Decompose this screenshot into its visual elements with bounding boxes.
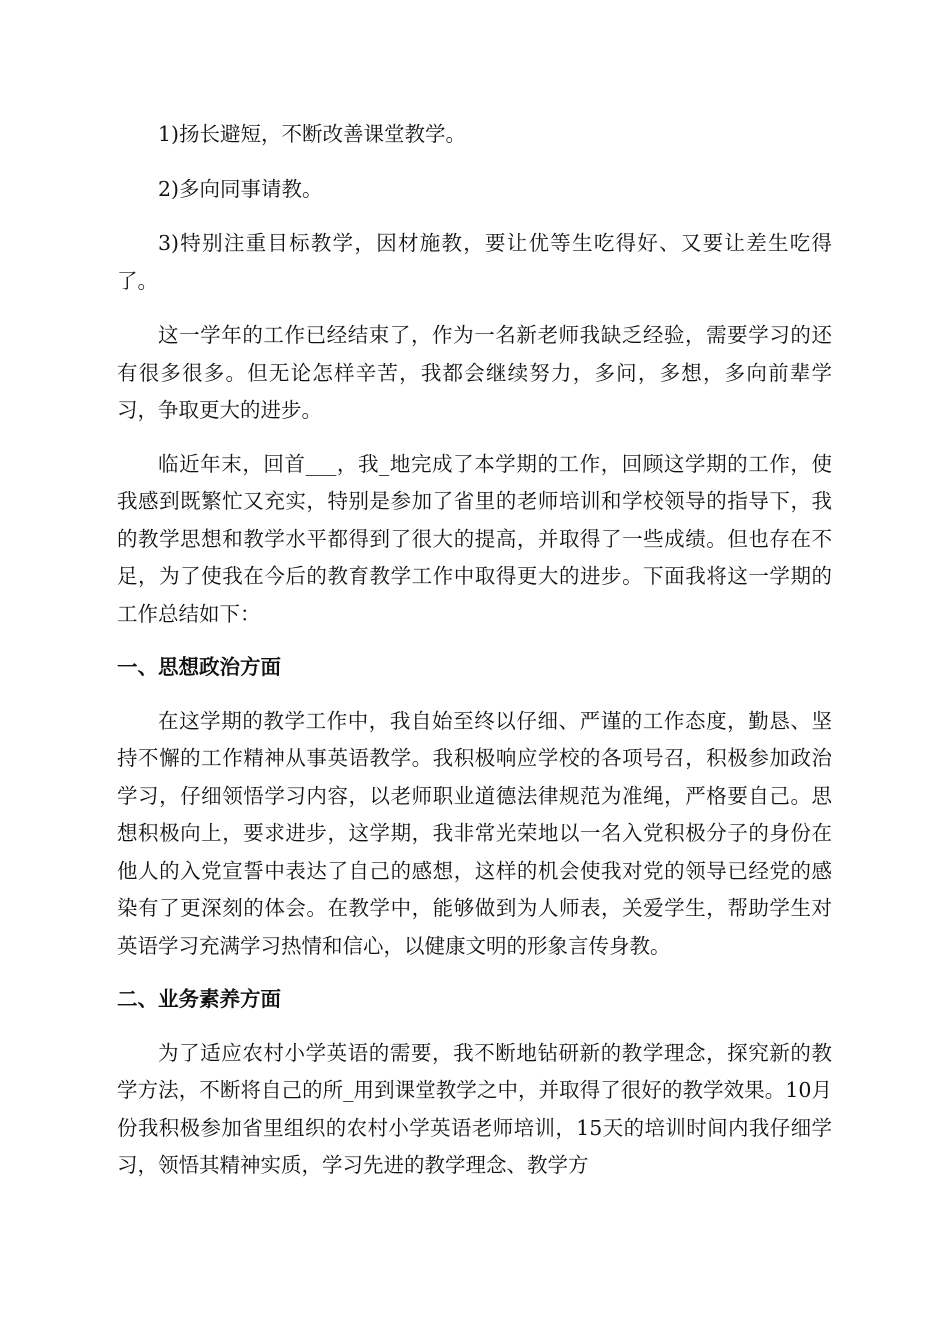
- section-heading-political: 一、思想政治方面: [117, 655, 281, 679]
- document-body: [117, 116, 832, 1201]
- list-item-3: 3)特别注重目标教学，因材施教，要让优等生吃得好、又要让差生吃得了。: [117, 231, 832, 293]
- list-item-2: 2)多向同事请教。: [158, 176, 323, 201]
- section-heading-professional: 二、业务素养方面: [117, 987, 281, 1011]
- section-body-political: 在这学期的教学工作中，我自始至终以仔细、严谨的工作态度，勤恳、坚持不懈的工作精神从事英语教学。我积极响应学校的各项号召，积极参加政治学习，仔细领悟学习内容，以老师职业道德法律规范为准绳，严格要自己。思想积极向上，要求进步，这学期，我非常光荣地以一名入党积极分子的身份在他人的入党宣誓中表达了自己的感想，这样的机会使我对党的领导已经党的感染有了更深刻的体会。在教学中，能够做到为人师表，关爱学生，帮助学生对英语学习充满学习热情和信心，以健康文明的形象言传身教。: [117, 708, 832, 958]
- list-item-1: 1)扬长避短，不断改善课堂教学。: [158, 122, 467, 146]
- paragraph-summary-year: 这一学年的工作已经结束了，作为一名新老师我缺乏经验，需要学习的还有很多很多。但无论怎样辛苦，我都会继续努力，多问，多想，多向前辈学习，争取更大的进步。: [117, 323, 832, 422]
- paragraph-semester-intro: 临近年末，回首___，我_地完成了本学期的工作，回顾这学期的工作，使我感到既繁忙又充实，特别是参加了省里的老师培训和学校领导的指导下，我的教学思想和教学水平都得到了很大的提高，并取得了一些成绩。但也存在不足，为了使我在今后的教育教学工作中取得更大的进步。下面我将这一学期的工作总结如下：: [117, 451, 832, 626]
- section-body-professional: 为了适应农村小学英语的需要，我不断地钻研新的教学理念，探究新的教学方法，不断将自己的所_用到课堂教学之中，并取得了很好的教学效果。10月份我积极参加省里组织的农村小学英语老师培训，15天的培训时间内我仔细学习，领悟其精神实质，学习先进的教学理念、教学方: [117, 1040, 832, 1177]
